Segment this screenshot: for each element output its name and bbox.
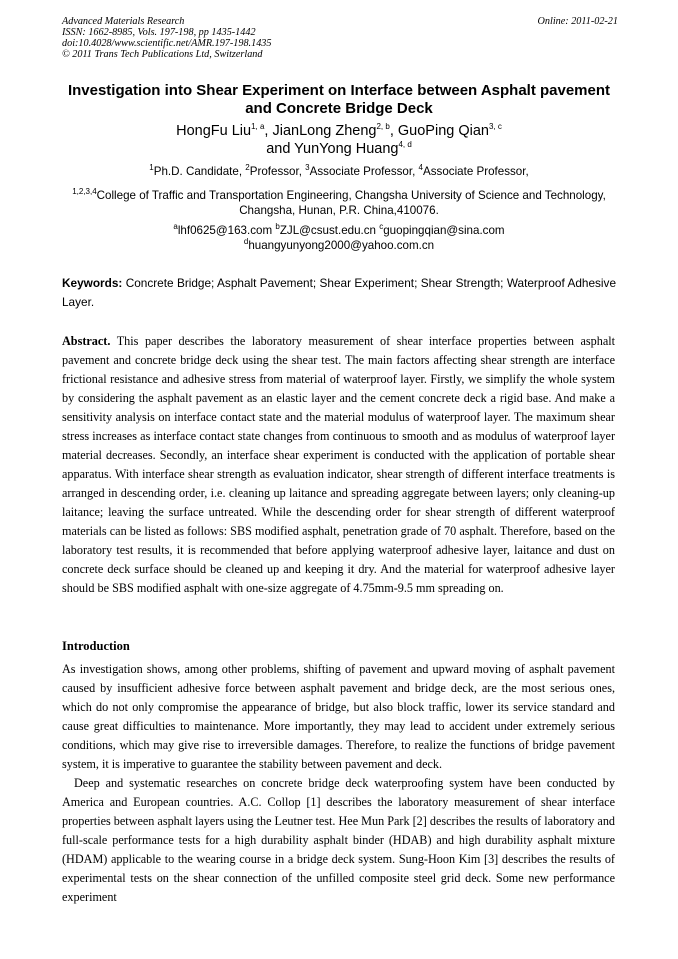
position-text: Associate Professor,: [423, 165, 529, 178]
email-link[interactable]: lhf0625@163.com: [177, 224, 273, 237]
author-and: and: [266, 141, 291, 157]
author-name: HongFu Liu: [176, 123, 252, 139]
author-sup: 2, b: [376, 122, 390, 132]
journal-name: Advanced Materials Research: [62, 16, 185, 27]
position-sup: 3: [305, 163, 310, 173]
email-sup: d: [243, 237, 249, 247]
position-sup: 1: [149, 163, 154, 173]
email-sup: a: [173, 222, 178, 232]
affiliation-positions: [62, 164, 616, 179]
online-date: Online: 2011-02-21: [537, 16, 618, 27]
keywords: [62, 274, 616, 312]
abstract-text: This paper describes the laboratory measurement of shear interface properties between asphalt pavement and concrete bridge deck using the shear test. The main factors affecting shear strength are interface frictional resistance and adhesive stress from material of waterproof layer. Firstly, we simplify the whole system by considering the asphalt pavement as an elastic layer and the cement concrete deck a rigid base. And make a sensitivity analysis on interface contact state and the material modulus of waterproof layer. The maximum shear stress increases as interface contact state changes from continuous to smooth and as modulus of waterproof layer material decreases. Secondly, an interface shear experiment is conducted with the application of portable shear apparatus. With interface shear strength as evaluation indicator, shear strength of different interface treatments is arranged in descending order, i.e. cleaning up laitance and spreading aggregate between layers; only cleaning-up laitance; leaving the surface untreated. While the descending order for shear strength of different waterproof materials can be listed as follows: SBS modified asphalt, penetration grade of 70 asphalt. Therefore, based on the laboratory test results, it is recommended that before applying waterproof adhesive layer, laitance and dust on concrete deck surface should be cleaned up and keeping it dry. And the material for waterproof adhesive layer should be SBS modified asphalt with one-size aggregate of 4.75mm-9.5 mm spreading on.: [62, 334, 616, 595]
abstract: [62, 332, 615, 598]
email-link[interactable]: guopingqian@sina.com: [383, 224, 505, 237]
position-text: Associate Professor,: [309, 165, 416, 178]
author-list: HongFu Liu$^{1, a}$, JianLong Zheng$^{2, b}$, GuoPing Qian$^{3, c}$ and YunYong Huang$^{4, d}$: [176, 122, 502, 157]
copyright-line: © 2011 Trans Tech Publications Ltd, Switzerland: [62, 49, 263, 60]
section-heading-introduction: Introduction: [62, 639, 130, 653]
author-name: GuoPing Qian: [397, 123, 489, 139]
keywords-label: Keywords:: [62, 276, 123, 290]
position-text: Ph.D. Candidate,: [153, 165, 243, 178]
journal-header: [62, 16, 618, 60]
email-sup: b: [275, 222, 280, 232]
position-sup: 4: [418, 163, 423, 173]
keywords-text: Concrete Bridge; Asphalt Pavement; Shear Experiment; Shear Strength; Waterproof Adhesive Layer.: [62, 276, 617, 309]
doi-line: doi:10.4028/www.scientific.net/AMR.197-198.1435: [62, 38, 272, 49]
author-name: YunYong Huang: [294, 141, 399, 157]
position-text: Professor,: [249, 165, 302, 178]
author-sup: 4, d: [398, 140, 412, 150]
paragraph: Deep and systematic researches on concrete bridge deck waterproofing system have been conducted by America and European countries. A.C. Collop [1] describes the laboratory measurement of shear interface properties between asphalt layers using the Leutner test. Hee Mun Park [2] describes the results of laboratory and full-scale performance tests for a high durability asphalt binder (HDAB) and high durability asphalt mixture (HDAM) applicable to the wearing course in a bridge deck system. Sung-Hoon Kim [3] describes the results of experimental tests on the shear connection of the unfilled composite steel grid deck. Some new performance experiment: [62, 776, 616, 904]
college-sup: 1,2,3,4: [72, 187, 97, 197]
college-text: College of Traffic and Transportation Engineering, Changsha University of Science and Technology, Changsha, Hunan, P.R. China,410076.: [96, 189, 606, 217]
position-sup: 2: [245, 163, 250, 173]
affiliation-college: [62, 188, 616, 218]
abstract-label: Abstract.: [62, 334, 111, 348]
issn-line: ISSN: 1662-8985, Vols. 197-198, pp 1435-1442: [62, 27, 256, 38]
author-emails: [62, 223, 616, 253]
email-sup: c: [379, 222, 384, 232]
introduction-body: [62, 660, 615, 907]
author-sup: 1, a: [251, 122, 265, 132]
paper-title: Investigation into Shear Experiment on Interface between Asphalt pavement and Concrete Bridge Deck: [67, 82, 611, 117]
email-link[interactable]: huangyunyong2000@yahoo.com.cn: [248, 239, 435, 252]
author-name: JianLong Zheng: [272, 123, 377, 139]
paragraph: As investigation shows, among other problems, shifting of pavement and upward moving of asphalt pavement caused by insufficient adhesive force between asphalt pavement and bridge deck, are the most serious ones, which do not only compromise the appearance of bridge, but also block traffic, lower its service standard and cause great difficulties to maintenance. More importantly, they may lead to accident under extremely serious conditions, which may give rise to irreversible damages. Therefore, to realize the functions of bridge pavement system, it is imperative to guarantee the stability between pavement and deck.: [62, 662, 615, 771]
author-sup: 3, c: [488, 122, 502, 132]
email-link[interactable]: ZJL@csust.edu.cn: [279, 224, 376, 237]
